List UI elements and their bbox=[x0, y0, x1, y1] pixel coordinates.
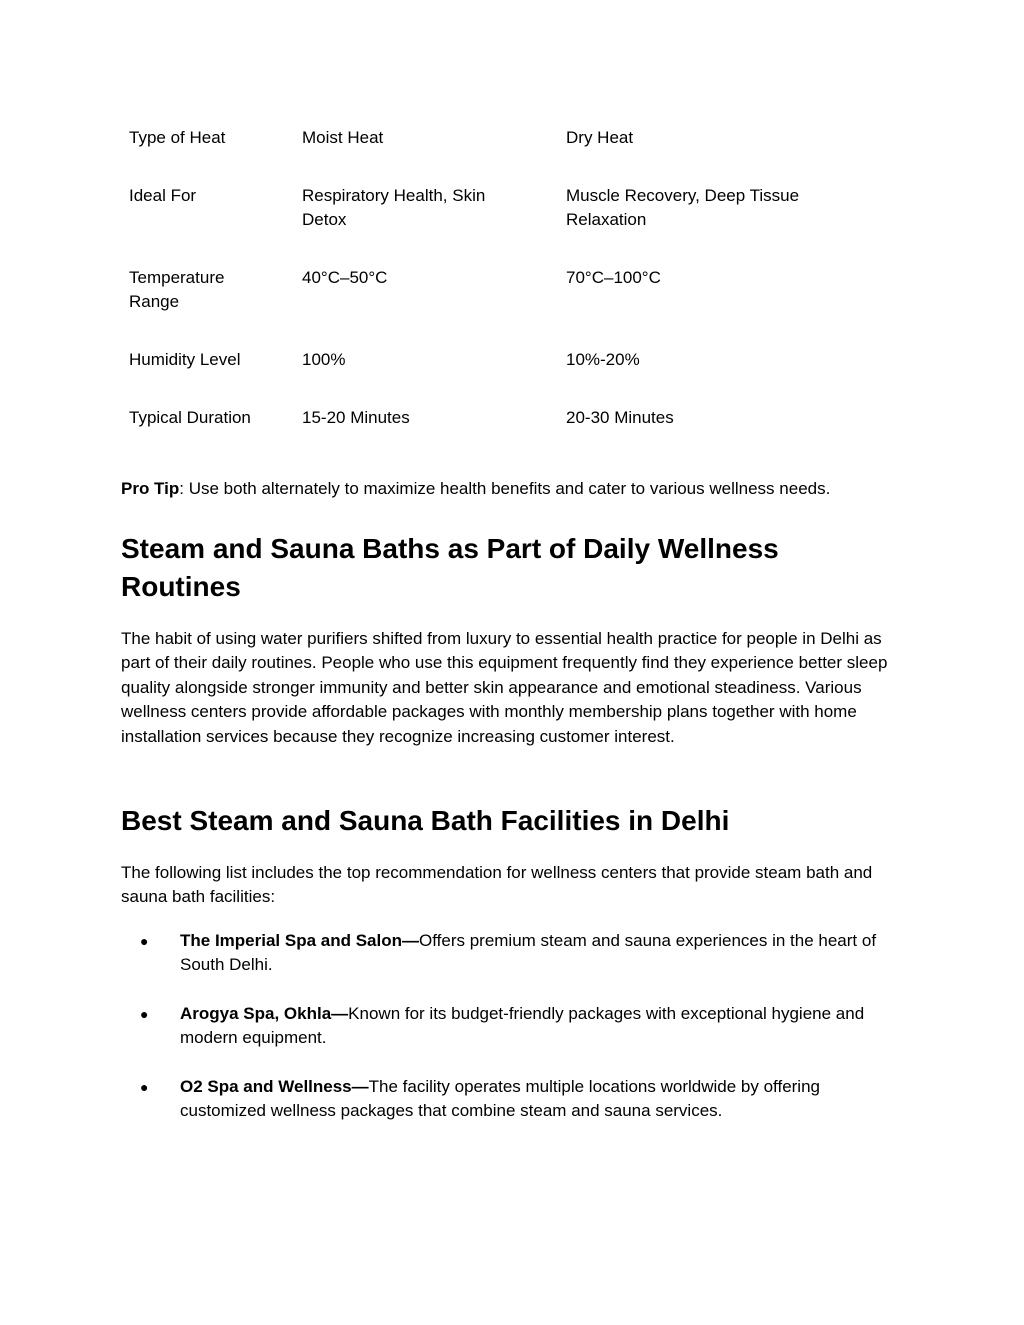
table-row bbox=[129, 266, 889, 348]
row-label: Temperature Range bbox=[129, 268, 225, 311]
daily-wellness-paragraph: The habit of using water purifiers shifted from luxury to essential health practice for people in Delhi as part of their daily routines. People who use this equipment frequently find they experience better sleep quality alongside stronger immunity and better skin appearance and emotional steadiness. Various wellness centers provide affordable packages with monthly membership plans together with home installation services because they recognize increasing customer interest. bbox=[121, 629, 888, 746]
daily-wellness-heading: Steam and Sauna Baths as Part of Daily Wellness Routines bbox=[121, 533, 779, 602]
facility-description: Known for its budget-friendly packages with exceptional hygiene and modern equipment. bbox=[180, 1003, 865, 1048]
row-label: Typical Duration bbox=[129, 408, 251, 427]
facility-description: The facility operates multiple locations worldwide by offering customized wellness packages that combine steam and sauna services. bbox=[180, 1076, 820, 1121]
dry-heat-cell: 20-30 Minutes bbox=[566, 408, 674, 427]
pro-tip bbox=[121, 477, 911, 501]
facility-name: O2 Spa and Wellness— bbox=[180, 1076, 369, 1096]
moist-heat-cell: Moist Heat bbox=[302, 128, 384, 147]
table-row bbox=[129, 126, 889, 184]
bullet-icon: ● bbox=[140, 1005, 149, 1022]
list-item bbox=[121, 1002, 911, 1051]
facility-name: Arogya Spa, Okhla— bbox=[180, 1003, 349, 1023]
dry-heat-cell: Muscle Recovery, Deep Tissue Relaxation bbox=[566, 186, 800, 229]
table-row bbox=[129, 406, 889, 430]
table-row bbox=[129, 184, 889, 266]
moist-heat-cell: 100% bbox=[302, 350, 346, 369]
facility-name: The Imperial Spa and Salon— bbox=[180, 931, 419, 950]
list-item bbox=[121, 1075, 911, 1124]
moist-heat-cell: Respiratory Health, Skin Detox bbox=[302, 186, 486, 229]
facilities-heading: Best Steam and Sauna Bath Facilities in Delhi bbox=[121, 805, 730, 836]
moist-heat-cell: 15-20 Minutes bbox=[302, 408, 410, 427]
facilities-list bbox=[121, 929, 911, 1147]
facilities-intro: The following list includes the top recommendation for wellness centers that provide steam bath and sauna bath facilities: bbox=[121, 863, 873, 907]
moist-heat-cell: 40°C–50°C bbox=[302, 268, 388, 287]
table-row bbox=[129, 348, 889, 406]
dry-heat-cell: Dry Heat bbox=[566, 128, 634, 147]
pro-tip-label: Pro Tip bbox=[121, 479, 180, 498]
dry-heat-cell: 10%-20% bbox=[566, 350, 640, 369]
row-label: Type of Heat bbox=[129, 128, 226, 147]
pro-tip-text: : Use both alternately to maximize health benefits and cater to various wellness needs. bbox=[179, 479, 831, 498]
bullet-icon: ● bbox=[140, 1078, 149, 1095]
bullet-icon: ● bbox=[140, 933, 149, 949]
list-item bbox=[121, 929, 911, 978]
heat-comparison-table bbox=[129, 126, 889, 430]
row-label: Humidity Level bbox=[129, 350, 241, 369]
facility-description: Offers premium steam and sauna experiences in the heart of South Delhi. bbox=[180, 931, 877, 975]
row-label: Ideal For bbox=[129, 186, 197, 205]
dry-heat-cell: 70°C–100°C bbox=[566, 268, 661, 287]
